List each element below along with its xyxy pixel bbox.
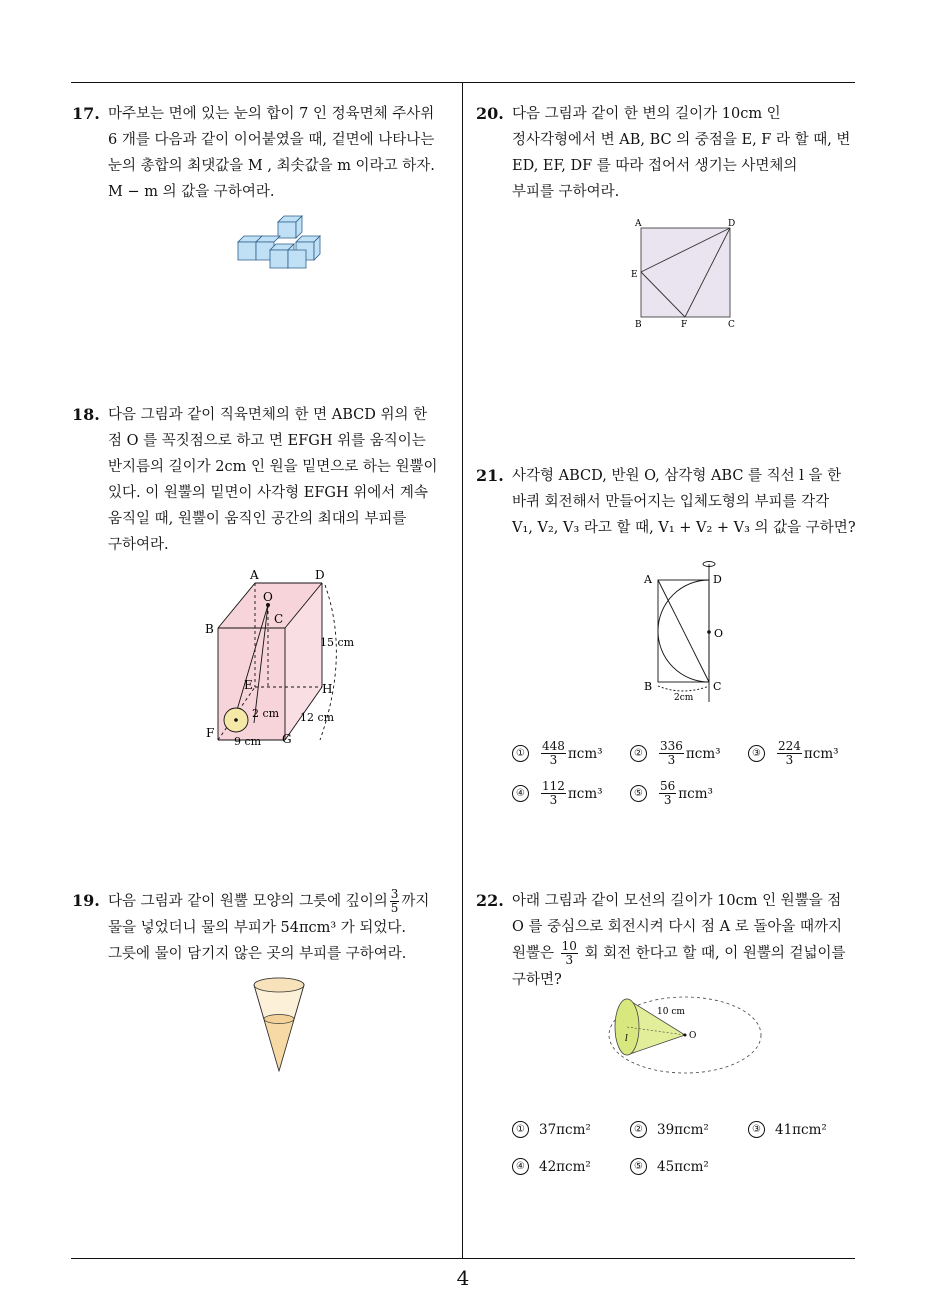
choice-text: 45πcm² — [657, 1158, 709, 1175]
label-F: F — [206, 726, 215, 740]
label-H: H — [322, 682, 333, 696]
question-text-line: 바퀴 회전해서 만들어지는 입체도형의 부피를 각각 — [512, 494, 830, 510]
label-O: O — [689, 1031, 697, 1041]
page-number: 4 — [456, 1266, 470, 1290]
choice-4[interactable] — [512, 1158, 591, 1175]
fraction — [390, 888, 400, 915]
choice-text: 39πcm² — [657, 1121, 709, 1138]
label-B: B — [205, 622, 214, 636]
fraction — [561, 940, 578, 967]
question-text-line: 6 개를 다음과 같이 이어붙였을 때, 겉면에 나타나는 — [108, 132, 435, 148]
question-20 — [476, 101, 850, 205]
question-text-line: 아래 그림과 같이 모선의 길이가 10cm 인 원뿔을 점 — [512, 893, 842, 909]
label-O: O — [714, 627, 724, 640]
cone-bowl-figure — [250, 975, 310, 1075]
label-radius: 2cm — [674, 693, 694, 703]
choice-mark: ① — [512, 745, 529, 762]
fraction-denominator: 3 — [663, 793, 672, 807]
choice-mark: ① — [512, 1121, 529, 1138]
label-A: A — [635, 219, 642, 229]
question-number: 18. — [72, 405, 100, 424]
question-text-line: 있다. 이 원뿔의 밑면이 사각형 EFGH 위에서 계속 — [108, 485, 428, 501]
label-C: C — [713, 680, 722, 693]
question-text-line: 사각형 ABCD, 반원 O, 삼각형 ABC 를 직선 l 을 한 — [512, 468, 842, 484]
dice-figure — [230, 210, 330, 270]
question-text: 까지 — [401, 893, 430, 910]
label-D: D — [713, 573, 722, 586]
fraction-denominator: 3 — [667, 753, 676, 767]
label-G: G — [282, 732, 292, 746]
question-text-line: 그릇에 물이 담기지 않은 곳의 부피를 구하여라. — [108, 946, 407, 962]
question-text: 다음 그림과 같이 원뿔 모양의 그릇에 깊이의 — [108, 893, 388, 910]
label-E: E — [244, 678, 253, 692]
fraction-denominator: 3 — [549, 753, 558, 767]
question-number: 20. — [476, 104, 504, 123]
question-19 — [72, 888, 429, 967]
choice-3[interactable] — [748, 1121, 827, 1138]
choice-1[interactable] — [512, 740, 603, 767]
top-rule — [71, 82, 855, 83]
label-O: O — [263, 590, 273, 604]
fraction-numerator: 10 — [561, 939, 577, 953]
label-slant-length: 10 cm — [657, 1007, 685, 1017]
label-width: 9 cm — [234, 735, 262, 748]
choice-mark: ③ — [748, 1121, 765, 1138]
question-number: 19. — [72, 891, 100, 910]
choice-2[interactable] — [630, 740, 721, 767]
square-fold-figure — [625, 215, 745, 333]
question-text-line: 움직일 때, 원뿔이 움직인 공간의 최대의 부피를 — [108, 511, 407, 527]
choice-unit: πcm³ — [803, 745, 839, 762]
label-radius: 2 cm — [252, 707, 280, 720]
label-height: 15 cm — [320, 636, 355, 649]
question-17 — [72, 101, 435, 205]
fraction-denominator: 3 — [785, 753, 794, 767]
question-text-line: 다음 그림과 같이 직육면체의 한 면 ABCD 위의 한 — [108, 407, 428, 423]
label-C: C — [728, 320, 735, 330]
label-E: E — [631, 270, 638, 280]
fraction-numerator: 224 — [778, 739, 801, 753]
label-l: l — [625, 1034, 628, 1044]
fraction-numerator: 56 — [660, 779, 676, 793]
question-text-line: 점 O 를 꼭짓점으로 하고 면 EFGH 위를 움직이는 — [108, 433, 426, 449]
question-21 — [476, 463, 856, 541]
question-text: 회 회전 한다고 할 때, 이 원뿔의 겉넓이를 — [584, 945, 846, 962]
choice-unit: πcm³ — [567, 745, 603, 762]
fraction-numerator: 3 — [390, 887, 399, 901]
choice-1[interactable] — [512, 1121, 591, 1138]
question-text-line: 정사각형에서 변 AB, BC 의 중점을 E, F 라 할 때, 변 — [512, 132, 851, 148]
choice-mark: ⑤ — [630, 1158, 647, 1175]
label-C: C — [274, 612, 284, 626]
question-text-line: 눈의 총합의 최댓값을 M , 최솟값을 m 이라고 하자. — [108, 158, 435, 174]
question-text-line: 구하여라. — [108, 537, 169, 553]
question-text-line: V₁, V₂, V₃ 라고 할 때, V₁ + V₂ + V₃ 의 값을 구하면? — [512, 520, 856, 536]
rolling-cone-figure — [605, 993, 765, 1078]
question-text-line: M − m 의 값을 구하여라. — [108, 184, 275, 200]
question-text-line: 마주보는 면에 있는 눈의 합이 7 인 정육면체 주사위 — [108, 106, 435, 122]
choice-mark: ② — [630, 1121, 647, 1138]
label-B: B — [644, 680, 653, 693]
choice-2[interactable] — [630, 1121, 709, 1138]
choice-text: 42πcm² — [539, 1158, 591, 1175]
choice-mark: ④ — [512, 785, 529, 802]
label-depth: 12 cm — [300, 711, 335, 724]
question-text-line: 반지름의 길이가 2cm 인 원을 밑면으로 하는 원뿔이 — [108, 459, 438, 475]
choice-text: 41πcm² — [775, 1121, 827, 1138]
choice-unit: πcm³ — [678, 785, 713, 802]
choice-5[interactable] — [630, 780, 713, 807]
cuboid-cone-figure — [200, 565, 360, 755]
question-text: 원뿔은 — [512, 945, 555, 962]
choice-4[interactable] — [512, 780, 603, 807]
choice-mark: ⑤ — [630, 785, 647, 802]
fraction-denominator: 3 — [549, 793, 558, 807]
choice-mark: ② — [630, 745, 647, 762]
question-text-line: 물을 넣었더니 물의 부피가 54πcm³ 가 되었다. — [108, 920, 407, 936]
question-number: 17. — [72, 104, 100, 123]
fraction-numerator: 448 — [542, 739, 565, 753]
question-number: 22. — [476, 891, 504, 910]
fraction-numerator: 336 — [660, 739, 683, 753]
label-A: A — [644, 573, 652, 586]
label-F: F — [681, 320, 688, 330]
choice-unit: πcm³ — [567, 785, 603, 802]
fraction-numerator: 112 — [542, 779, 565, 793]
question-18 — [72, 402, 438, 558]
label-A: A — [250, 568, 259, 582]
choice-mark: ③ — [748, 745, 765, 762]
question-text-line: 구하면? — [512, 972, 562, 988]
question-text-line: O 를 중심으로 회전시켜 다시 점 A 로 돌아올 때까지 — [512, 919, 842, 935]
rotation-figure — [640, 556, 730, 706]
choice-mark: ④ — [512, 1158, 529, 1175]
label-D: D — [728, 219, 736, 229]
column-divider — [462, 82, 463, 1258]
bottom-rule — [71, 1258, 855, 1259]
label-D: D — [315, 568, 325, 582]
fraction-denominator: 3 — [565, 953, 574, 967]
fraction-denominator: 5 — [390, 901, 399, 915]
choice-3[interactable] — [748, 740, 839, 767]
choice-5[interactable] — [630, 1158, 709, 1175]
choice-unit: πcm³ — [685, 745, 721, 762]
question-text-line: ED, EF, DF 를 따라 접어서 생기는 사면체의 — [512, 158, 798, 174]
label-B: B — [635, 320, 642, 330]
question-22 — [476, 888, 846, 993]
question-number: 21. — [476, 466, 504, 485]
question-text-line: 다음 그림과 같이 한 변의 길이가 10cm 인 — [512, 106, 781, 122]
question-text-line: 부피를 구하여라. — [512, 184, 620, 200]
choice-text: 37πcm² — [539, 1121, 591, 1138]
